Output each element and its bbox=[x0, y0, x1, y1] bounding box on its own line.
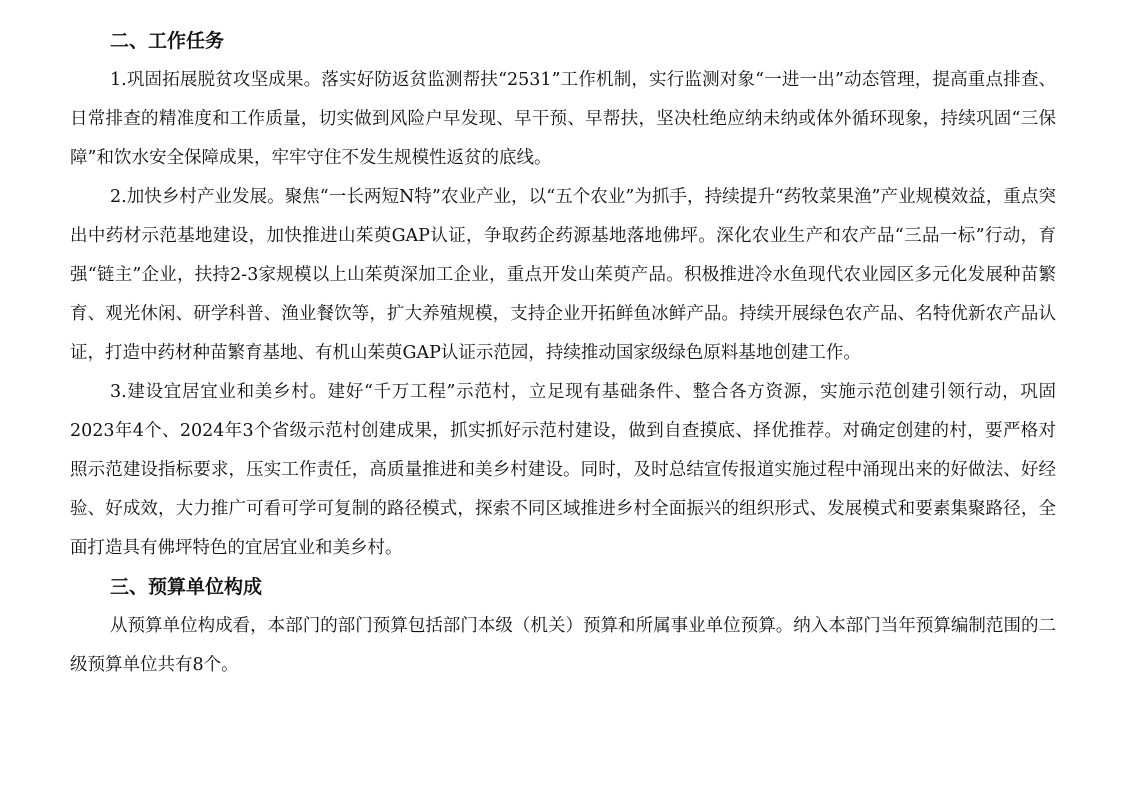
paragraph-rural-industry: 2.加快乡村产业发展。聚焦“一长两短N特”农业产业，以“五个农业”为抓手，持续提升“药牧菜果渔”产业规模效益，重点突出中药材示范基地建设，加快推进山茱萸GAP认证，争取药企药源基地落地佛坪。深化农业生产和农产品“三品一标”行动，育强“链主”企业，扶持2-3家规模以上山茱萸深加工企业，重点开发山茱萸产品。积极推进冷水鱼现代农业园区多元化发展种苗繁育、观光休闲、研学科普、渔业餐饮等，扩大养殖规模，支持企业开拓鲜鱼冰鲜产品。持续开展绿色农产品、名特优新农产品认证，打造中药材种苗繁育基地、有机山茱萸GAP认证示范园，持续推动国家级绿色原料基地创建工作。 bbox=[70, 187, 1056, 363]
section-heading-budget-units: 三、预算单位构成 bbox=[110, 576, 263, 598]
paragraph-consolidate-poverty-results: 1.巩固拓展脱贫攻坚成果。落实好防返贫监测帮扶“2531”工作机制，实行监测对象“一进一出”动态管理，提高重点排查、日常排查的精准度和工作质量，切实做到风险户早发现、早干预、早帮扶，坚决杜绝应纳未纳或体外循环现象，持续巩固“三保障”和饮水安全保障成果，牢牢守住不发生规模性返贫的底线。 bbox=[70, 70, 1056, 168]
section-heading-work-tasks: 二、工作任务 bbox=[110, 30, 225, 52]
paragraph-livable-villages: 3.建设宜居宜业和美乡村。建好“千万工程”示范村，立足现有基础条件、整合各方资源，实施示范创建引领行动，巩固2023年4个、2024年3个省级示范村创建成果，抓实抓好示范村建设，做到自查摸底、择优推荐。对确定创建的村，要严格对照示范建设指标要求，压实工作责任，高质量推进和美乡村建设。同时，及时总结宣传报道实施过程中涌现出来的好做法、好经验、好成效，大力推广可看可学可复制的路径模式，探索不同区域推进乡村全面振兴的组织形式、发展模式和要素集聚路径，全面打造具有佛坪特色的宜居宜业和美乡村。 bbox=[70, 382, 1056, 558]
document-page bbox=[70, 22, 1056, 685]
paragraph-budget-units: 从预算单位构成看，本部门的部门预算包括部门本级（机关）预算和所属事业单位预算。纳入本部门当年预算编制范围的二级预算单位共有8个。 bbox=[70, 616, 1056, 675]
